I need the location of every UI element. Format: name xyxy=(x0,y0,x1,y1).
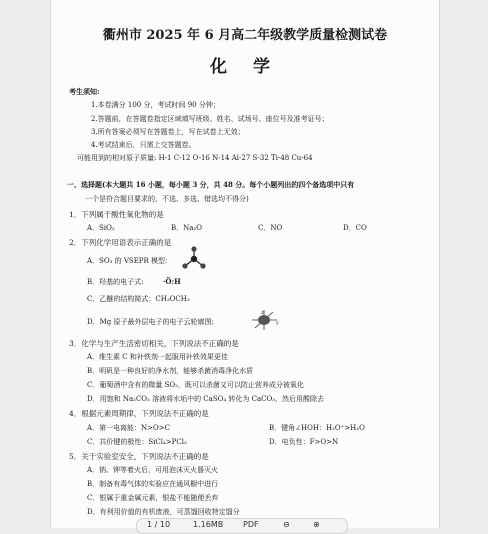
question-4-stem: 4．根据元素周期律，下列说法不正确的是 xyxy=(69,409,209,418)
vsepr-model-icon xyxy=(181,246,207,272)
question-2-option-c: C．乙醚的结构简式：CH₃OCH₃ xyxy=(87,295,190,303)
notice-item-3: 3.所有答案必须写在答题卷上，写在试卷上无效； xyxy=(91,128,245,136)
question-1-stem: 1．下列属于酸性氧化物的是 xyxy=(69,210,164,219)
exam-title: 衢州市 2025 年 6 月高二年级教学质量检测试卷 xyxy=(102,28,388,43)
section-heading-line2: 一个是符合题目要求的，不选、多选、错选均不得分) xyxy=(85,195,249,203)
question-3-option-d: D．用饱和 Na₂CO₃ 溶液将水垢中的 CaSO₄ 转化为 CaCO₃，然后用酸除去 xyxy=(87,395,325,403)
notice-item-2: 2.答题前，在答题卷指定区域填写班级、姓名、试场号、座位号及准考证号； xyxy=(91,115,329,123)
atomic-masses: 可能用到的相对原子质量: H-1 C-12 O-16 N-14 Al-27 S-32 Ti-48 Cu-64 xyxy=(77,154,313,162)
question-1-option-a: A．SiO₂ xyxy=(87,224,115,232)
question-3-option-c: C．葡萄酒中含有的微量 SO₂，既可以杀菌又可以防止营养成分被氧化 xyxy=(87,381,304,389)
question-5-option-c: C．银属于重金属元素，银盐不能随便丢弃 xyxy=(87,494,219,502)
question-4-option-a: A．第一电离能：N>O>C xyxy=(87,424,171,432)
file-type: PDF xyxy=(243,520,259,529)
notice-heading: 考生须知: xyxy=(69,87,100,96)
question-2-option-d: D．Mg 原子最外层电子的电子云轮廓图: xyxy=(87,318,214,326)
question-4-option-c: C．共价键的极性：SiCl₄>PCl₃ xyxy=(87,438,187,446)
question-3-option-a: A．维生素 C 和补铁剂一起服用补铁效果更佳 xyxy=(87,353,228,361)
question-1-option-c: C．NO xyxy=(258,224,283,232)
hydroxyl-electron-formula: ·Ö:H xyxy=(163,277,181,286)
question-4-option-b: B．键角∠HOH：H₃O⁺>H₂O xyxy=(269,424,365,432)
question-5-option-b: B．制备有毒气体的实验应在通风橱中进行 xyxy=(87,480,219,488)
svg-text:z: z xyxy=(261,310,264,316)
section-heading: 一、选择题(本大题共 16 小题，每小题 3 分，共 48 分。每个小题列出的四个备选项中只有 xyxy=(67,180,355,189)
electron-cloud-diagram-icon xyxy=(249,308,279,332)
question-1-option-d: D．CO xyxy=(343,224,367,232)
zoom-in-icon[interactable]: ⊕ xyxy=(313,520,320,529)
question-5-stem: 5．关于实验室安全，下列说法不正确的是 xyxy=(69,452,209,461)
question-5-option-d: D．有利用价值的有机废液，可蒸馏回收特定馏分 xyxy=(87,508,240,516)
svg-text:y: y xyxy=(276,320,279,326)
zoom-out-icon[interactable]: ⊖ xyxy=(283,520,290,529)
file-size: 1.16MB xyxy=(193,520,224,529)
question-1-option-b: B．Na₂O xyxy=(171,224,202,232)
question-3-option-b: B．明矾是一种良好的净水剂，能够杀菌消毒净化水质 xyxy=(87,367,254,375)
question-4-option-d: D．电负性：F>O>N xyxy=(269,438,339,446)
question-2-option-b: B．羟基的电子式: xyxy=(87,278,144,286)
page-indicator: 1 / 10 xyxy=(147,520,171,529)
notice-item-1: 1.本卷满分 100 分，考试时间 90 分钟； xyxy=(91,101,220,109)
notice-item-4: 4.考试结束后，只需上交答题卷。 xyxy=(91,141,196,149)
document-page xyxy=(50,0,440,528)
question-2-option-a: A．SO₃ 的 VSEPR 模型: xyxy=(87,257,168,265)
question-2-stem: 2．下列化学用语表示正确的是 xyxy=(69,238,172,247)
pdf-viewer-toolbar xyxy=(136,518,348,534)
question-3-stem: 3．化学与生产生活密切相关，下列说法不正确的是 xyxy=(69,339,239,348)
subject-title: 化 学 xyxy=(210,57,280,77)
question-5-option-a: A．钠、钾等着火后，可用泡沫灭火器灭火 xyxy=(87,466,219,474)
